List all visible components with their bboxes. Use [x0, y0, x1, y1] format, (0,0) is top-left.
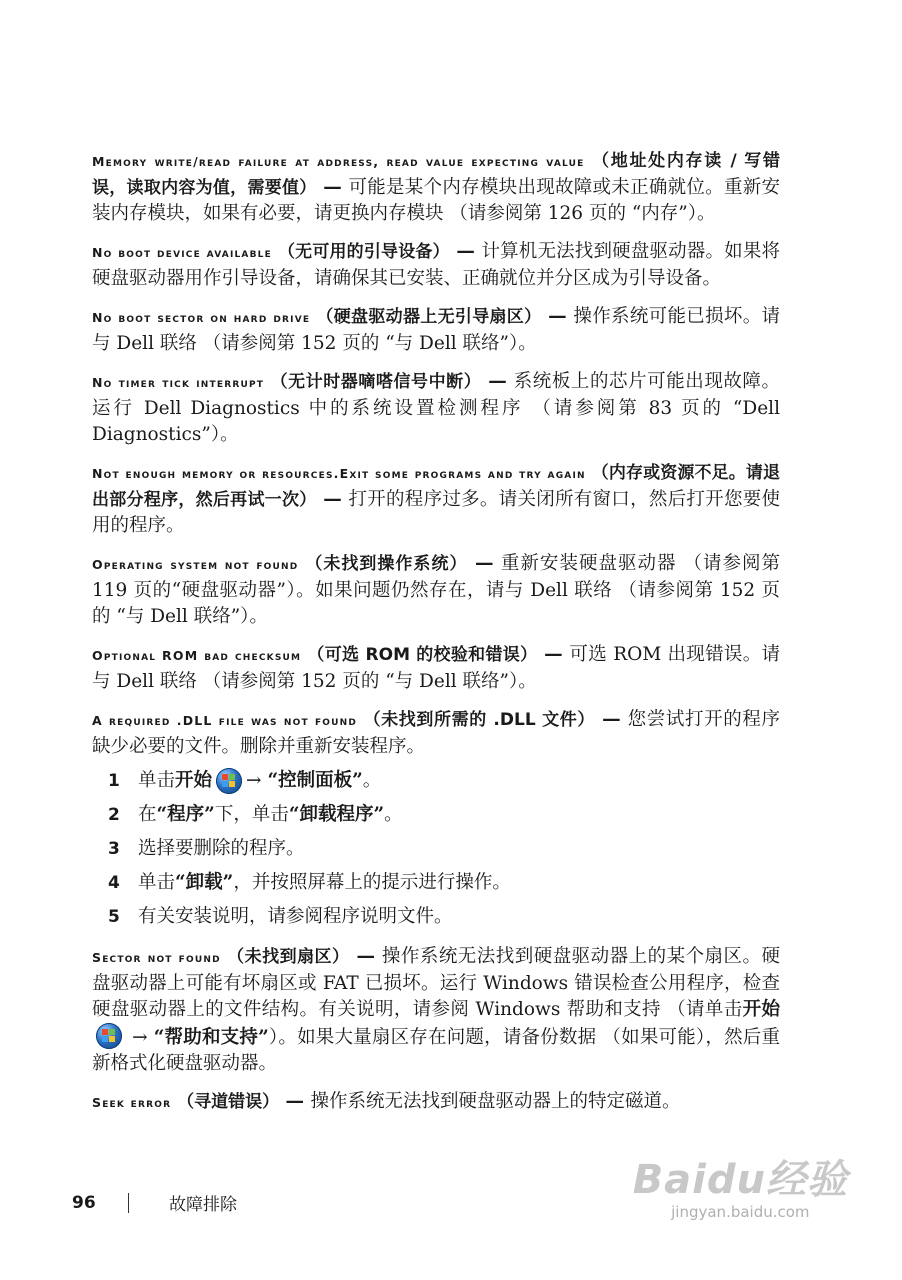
arrow-icon: → — [246, 770, 262, 791]
watermark-logo: Baidu经验 — [632, 1157, 848, 1203]
error-description: 计算机无法找到硬盘驱动器。如果将硬盘驱动器用作引导设备，请确保其已安装、正确就位并分区成为引导设备。 — [92, 241, 780, 289]
error-description: 操作系统可能已损坏。请与 Dell 联络 （请参阅第 152 页的 “与 Dell 联络”）。 — [92, 306, 780, 354]
em-dash: — — [541, 306, 574, 327]
error-description: 重新安装硬盘驱动器 （请参阅第 119 页的“硬盘驱动器”）。如果问题仍然存在，请与 Dell 联络 （请参阅第 152 页的 “与 Dell 联络”）。 — [92, 553, 780, 627]
error-term: Optional ROM bad checksum — [92, 648, 302, 663]
error-term-cn: （无计时器嘀嗒信号中断） — [270, 372, 482, 392]
error-term-cn: （可选 ROM 的校验和错误） — [307, 645, 538, 665]
em-dash: — — [481, 371, 514, 392]
step-item — [92, 764, 780, 798]
step-number: 5 — [108, 907, 120, 927]
error-description: 可能是某个内存模块出现故障或未正确就位。重新安装内存模块，如果有必要，请更换内存模块 （请参阅第 126 页的 “内存”）。 — [92, 177, 780, 224]
uninstall-label: “卸载” — [175, 872, 234, 893]
error-entry-optional-rom — [92, 642, 780, 695]
step-number: 4 — [108, 873, 120, 893]
error-entry-no-boot-device — [92, 239, 780, 292]
em-dash: — — [316, 177, 349, 198]
section-title: 故障排除 — [169, 1195, 237, 1215]
steps-list — [92, 764, 780, 934]
step-item — [92, 866, 780, 900]
baidu-watermark — [633, 1148, 848, 1221]
start-label: 开始 — [742, 999, 780, 1020]
error-description: 可选 ROM 出现错误。请与 Dell 联络 （请参阅第 152 页的 “与 Dell 联络”）。 — [92, 644, 781, 692]
step-item — [92, 832, 780, 866]
em-dash: — — [595, 709, 628, 730]
error-entry-os-not-found — [92, 551, 780, 630]
step-text: 单击 — [138, 770, 176, 791]
windows-start-icon — [96, 1023, 122, 1049]
footer-divider — [128, 1193, 129, 1213]
step-text: 单击 — [138, 872, 176, 893]
error-entry-timer-tick — [92, 369, 780, 448]
error-term: Sector not found — [92, 950, 221, 965]
help-support-label: “帮助和支持” — [153, 1027, 269, 1048]
error-term: No timer tick interrupt — [92, 375, 265, 390]
error-term-cn: （内存或资源不足。请退出部分程序，然后再试一次） — [92, 463, 781, 510]
step-text: ，并按照屏幕上的提示进行操作。 — [233, 872, 511, 893]
error-description: 您尝试打开的程序缺少必要的文件。删除并重新安装程序。 — [92, 709, 780, 757]
error-entry-sector-not-found — [92, 944, 780, 1077]
error-entry-memory — [92, 148, 780, 227]
em-dash: — — [279, 1091, 311, 1112]
error-term-cn: （地址处内存读 / 写错误，读取内容为值，需要值） — [92, 151, 780, 198]
step-text-end: 。 — [362, 770, 382, 791]
error-term: Seek error — [92, 1095, 172, 1110]
error-term: Operating system not found — [92, 557, 299, 572]
page-number: 96 — [72, 1192, 96, 1213]
em-dash: — — [537, 644, 570, 665]
step-number: 2 — [108, 805, 120, 825]
watermark-url: jingyan.baidu.com — [671, 1203, 810, 1221]
error-term: No boot device available — [92, 245, 272, 260]
step-text: 在 — [138, 804, 157, 825]
em-dash: — — [349, 946, 382, 967]
error-term: A required .DLL file was not found — [92, 713, 358, 728]
control-panel-label: “控制面板” — [267, 770, 363, 791]
em-dash: — — [467, 553, 501, 574]
error-description: 系统板上的芯片可能出现故障。运行 Dell Diagnostics 中的系统设置检测程序 （请参阅第 83 页的 “Dell Diagnostics”）。 — [92, 371, 780, 445]
error-entry-dll-not-found — [92, 707, 780, 760]
start-label: 开始 — [175, 770, 213, 791]
document-body — [92, 148, 780, 1128]
arrow-icon: → — [132, 1027, 148, 1048]
error-description: ）。如果大量扇区存在问题，请备份数据 （如果可能），然后重新格式化硬盘驱动器。 — [92, 1027, 780, 1074]
error-description: 操作系统无法找到硬盘驱动器上的某个扇区。硬盘驱动器上可能有坏扇区或 FAT 已损坏。运行 Windows 错误检查公用程序，检查硬盘驱动器上的文件结构。有关说明，请参阅 Windows 帮助和支持 （请单击 — [92, 946, 780, 1020]
em-dash: — — [449, 241, 482, 262]
error-term-cn: （未找到所需的 .DLL 文件） — [363, 710, 596, 730]
programs-label: “程序” — [156, 804, 215, 825]
error-entry-not-enough-memory — [92, 460, 780, 539]
step-number: 1 — [108, 771, 120, 791]
error-entry-seek-error — [92, 1089, 780, 1116]
error-term: Not enough memory or resources.Exit some programs and try again — [92, 466, 586, 481]
uninstall-program-label: “卸载程序” — [288, 804, 385, 825]
error-description: 打开的程序过多。请关闭所有窗口，然后打开您要使用的程序。 — [92, 489, 780, 536]
step-item — [92, 798, 780, 832]
error-term-cn: （无可用的引导设备） — [278, 242, 450, 262]
error-description: 操作系统无法找到硬盘驱动器上的特定磁道。 — [310, 1091, 681, 1112]
step-text-end: 。 — [384, 804, 403, 825]
page-footer — [72, 1190, 237, 1215]
error-term: No boot sector on hard drive — [92, 310, 311, 325]
step-text: 有关安装说明，请参阅程序说明文件。 — [138, 906, 453, 927]
error-entry-no-boot-sector — [92, 304, 780, 357]
step-number: 3 — [108, 839, 120, 859]
error-term-cn: （寻道错误） — [177, 1092, 280, 1112]
error-term-cn: （硬盘驱动器上无引导扇区） — [316, 307, 542, 327]
step-text: 选择要删除的程序。 — [138, 838, 305, 859]
error-term: Memory write/read failure at address, read value expecting value — [92, 154, 585, 169]
em-dash: — — [316, 489, 349, 510]
error-term-cn: （未找到扇区） — [227, 947, 350, 967]
step-item — [92, 900, 780, 934]
step-text: 下，单击 — [214, 804, 289, 825]
windows-start-icon — [216, 768, 242, 794]
error-term-cn: （未找到操作系统） — [305, 554, 468, 574]
